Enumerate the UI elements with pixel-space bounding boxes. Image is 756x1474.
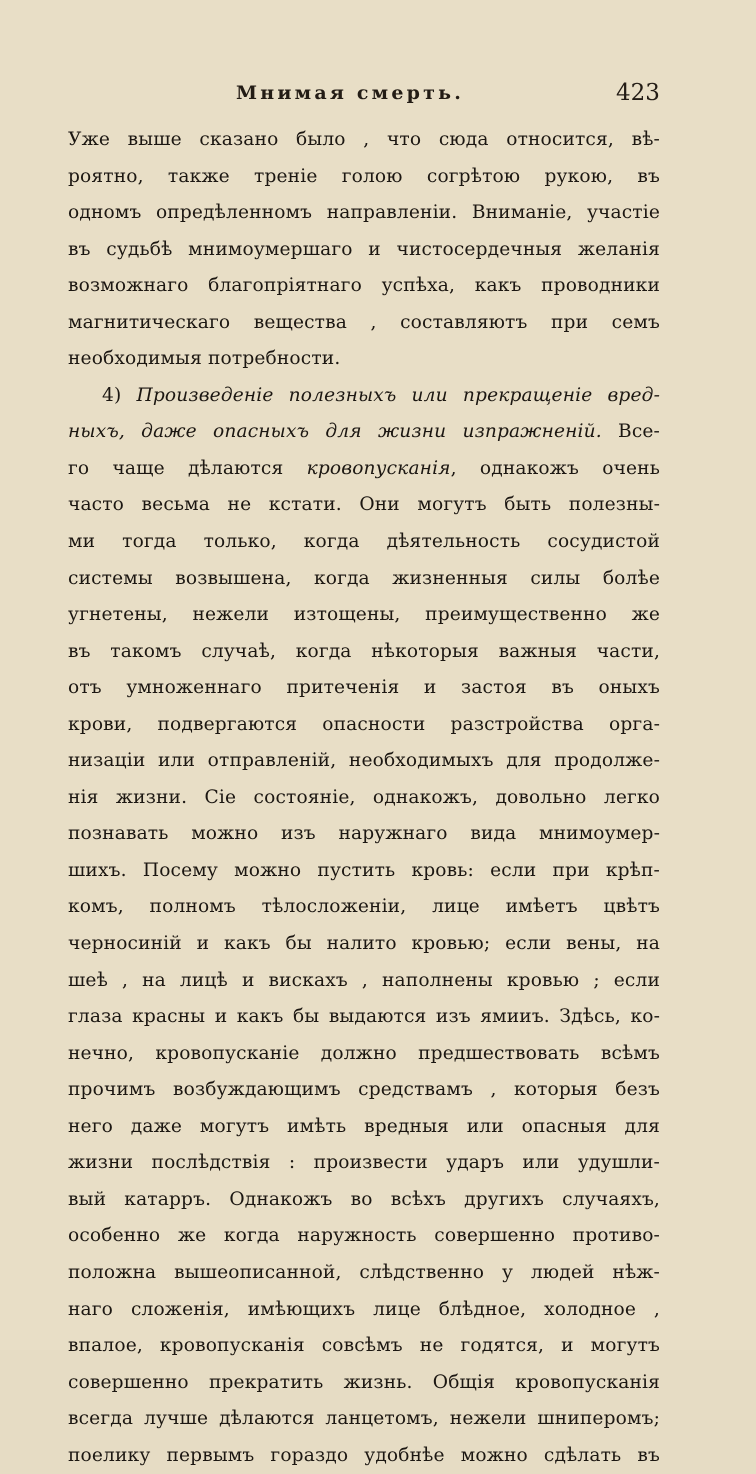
text-line: комъ, полномъ тѣлосложеніи, лице имѣетъ цвѣтъ	[68, 896, 660, 918]
text-line	[68, 378, 660, 415]
text-line: познавать можно изъ наружнаго вида мнимоумер-	[68, 823, 660, 845]
text-line: шеѣ , на лицѣ и вискахъ , наполнены кровью ; если	[68, 969, 660, 991]
text-line: необходимыя потребности.	[68, 348, 341, 370]
paragraph-1	[68, 122, 660, 378]
text-line: въ судьбѣ мнимоумершаго и чистосердечныя желанія	[68, 238, 660, 260]
text-line: поелику первымъ гораздо удобнѣе можно сдѣлать въ	[68, 1444, 660, 1466]
text-line: роятно, также треніе голою согрѣтою рукою, въ	[68, 165, 660, 187]
body-text	[68, 122, 660, 1474]
text-line: Уже выше сказано было , что сюда относится, вѣ-	[68, 129, 660, 150]
text-line	[68, 414, 660, 451]
text-line: черносиній и какъ бы налито кровью; если вены, на	[68, 933, 660, 955]
text-line: часто весьма не кстати. Они могутъ быть полезны-	[68, 494, 660, 516]
text-line: наго сложенія, имѣющихъ лице блѣдное, холодное ,	[68, 1298, 660, 1320]
text-line: ми тогда только, когда дѣятельность сосудистой	[68, 531, 660, 553]
page-number: 423	[616, 80, 660, 106]
text-line: всегда лучше дѣлаются ланцетомъ, нежели шниперомъ;	[68, 1408, 660, 1430]
text-line: положна вышеописанной, слѣдственно у людей нѣж-	[68, 1261, 660, 1283]
list-number: 4)	[102, 384, 122, 406]
text-line: вый катарръ. Однакожъ во всѣхъ другихъ случаяхъ,	[68, 1188, 660, 1210]
text-line: нечно, кровопусканіе должно предшествовать всѣмъ	[68, 1042, 660, 1064]
text-line: системы возвышена, когда жизненныя силы болѣе	[68, 567, 660, 589]
text-line: магнитическаго вещества , составляютъ при семъ	[68, 311, 660, 333]
text-line: низаціи или отправленій, необходимыхъ для продолже-	[68, 750, 660, 772]
text-line: возможнаго благопріятнаго успѣха, какъ проводники	[68, 275, 660, 297]
text-line: совершенно прекратить жизнь. Общія кровопусканія	[68, 1371, 660, 1393]
text-run: , однакожъ очень	[450, 457, 661, 479]
text-line: особенно же когда наружность совершенно противо-	[68, 1225, 660, 1247]
paragraph-2	[68, 378, 660, 1474]
text-line: отъ умноженнаго притеченія и застоя въ оныхъ	[68, 677, 660, 699]
italic-heading: Произведеніе полезныхъ или прекращеніе вред-	[136, 384, 661, 406]
italic-heading: ныхъ, даже опасныхъ для жизни изпражненій.	[68, 421, 602, 443]
text-line: жизни послѣдствія : произвести ударъ или удушли-	[68, 1152, 660, 1174]
text-line: шихъ. Посему можно пустить кровь: если при крѣп-	[68, 859, 660, 881]
text-line: угнетены, нежели изтощены, преимущественно же	[68, 604, 660, 626]
text-run: Все-	[601, 421, 660, 443]
text-line: крови, подвергаются опасности разстройства орга-	[68, 713, 660, 735]
text-line: въ такомъ случаѣ, когда нѣкоторыя важныя части,	[68, 640, 660, 662]
text-line: прочимъ возбуждающимъ средствамъ , которыя безъ	[68, 1079, 660, 1101]
text-line: глаза красны и какъ бы выдаются изъ ямииъ. Здѣсь, ко-	[68, 1006, 660, 1028]
text-line: нія жизни. Сіе состояніе, однакожъ, довольно легко	[68, 786, 660, 808]
text-line: одномъ опредѣленномъ направленіи. Вниманіе, участіе	[68, 202, 660, 224]
italic-term: кровопусканія	[306, 457, 451, 479]
running-title: Мнимая смерть.	[236, 82, 465, 104]
page-header	[0, 78, 756, 112]
text-line	[68, 451, 660, 488]
text-line: него даже могутъ имѣть вредныя или опасныя для	[68, 1115, 660, 1137]
text-run: го чаще дѣлаются	[68, 457, 307, 479]
text-line: впалое, кровопусканія совсѣмъ не годятся, и могутъ	[68, 1335, 660, 1357]
